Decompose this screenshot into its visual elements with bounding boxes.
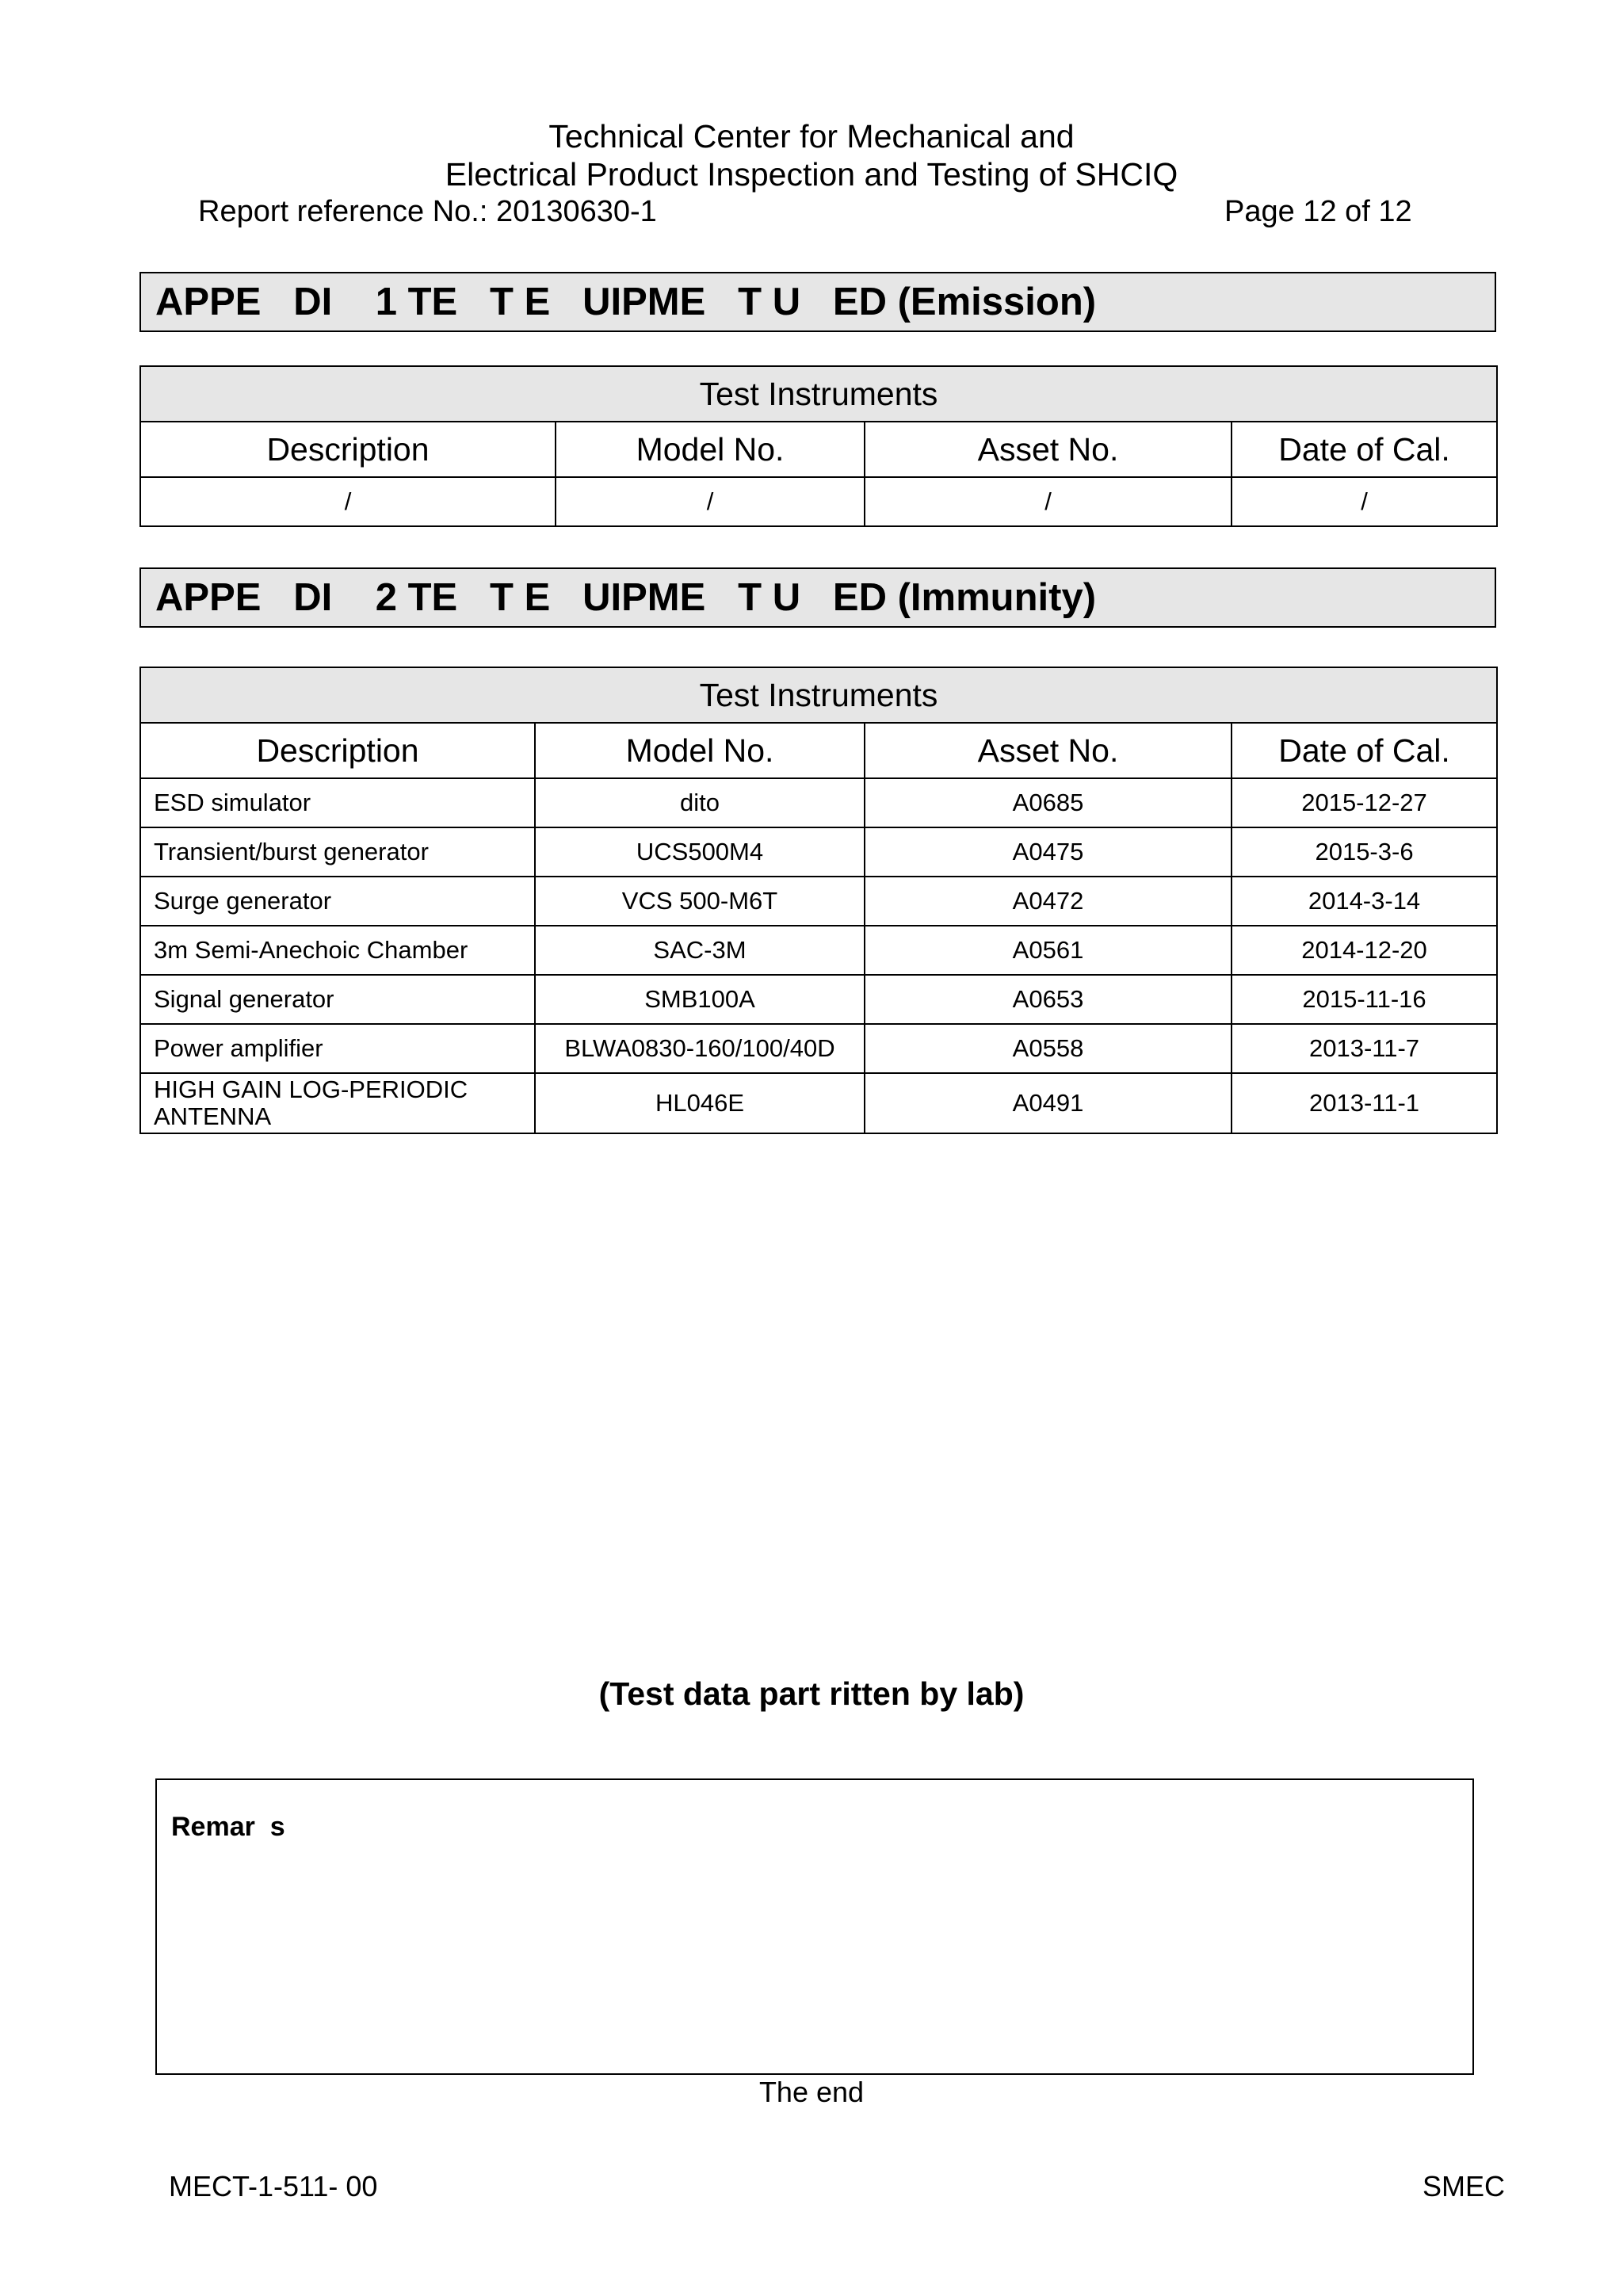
table-title: Test Instruments [140, 366, 1497, 422]
table-row [140, 926, 1497, 975]
cell-date: 2013-11-1 [1232, 1073, 1497, 1133]
cell-model: UCS500M4 [535, 827, 865, 877]
cell-asset: A0475 [865, 827, 1232, 877]
cell-description: 3m Semi-Anechoic Chamber [140, 926, 535, 975]
the-end-text: The end [758, 2076, 865, 2108]
cell-model: dito [535, 778, 865, 827]
cell-model: SAC-3M [535, 926, 865, 975]
immunity-instruments-table [139, 667, 1498, 1134]
column-header-description: Description [140, 723, 535, 778]
table-row [140, 975, 1497, 1024]
cell-date: / [1232, 477, 1497, 526]
emission-instruments-table [139, 365, 1498, 527]
footer-org-code: SMEC [1423, 2170, 1506, 2202]
cell-description: Power amplifier [140, 1024, 535, 1073]
cell-date: 2015-3-6 [1232, 827, 1497, 877]
page-number: Page 12 of 12 [1224, 195, 1412, 228]
column-header-date: Date of Cal. [1232, 723, 1497, 778]
cell-description: HIGH GAIN LOG-PERIODIC ANTENNA [140, 1073, 535, 1133]
column-header-model: Model No. [556, 422, 865, 477]
column-header-model: Model No. [535, 723, 865, 778]
table-row [140, 1024, 1497, 1073]
table-title: Test Instruments [140, 667, 1497, 723]
cell-date: 2013-11-7 [1232, 1024, 1497, 1073]
cell-description: Transient/burst generator [140, 827, 535, 877]
cell-description: ESD simulator [140, 778, 535, 827]
footer-form-number: MECT-1-511- 00 [169, 2170, 378, 2202]
test-data-note: (Test data part ritten by lab) [598, 1675, 1025, 1712]
table-row [140, 477, 1497, 526]
cell-asset: A0558 [865, 1024, 1232, 1073]
cell-date: 2014-3-14 [1232, 877, 1497, 926]
cell-asset: / [865, 477, 1232, 526]
column-header-date: Date of Cal. [1232, 422, 1497, 477]
cell-model: BLWA0830-160/100/40D [535, 1024, 865, 1073]
cell-model: / [556, 477, 865, 526]
table-row [140, 1073, 1497, 1133]
cell-description: Surge generator [140, 877, 535, 926]
org-name-line1: Technical Center for Mechanical and [548, 118, 1075, 155]
column-header-asset: Asset No. [865, 422, 1232, 477]
cell-model: VCS 500-M6T [535, 877, 865, 926]
cell-asset: A0472 [865, 877, 1232, 926]
org-name-line2: Electrical Product Inspection and Testing of SHCIQ [445, 156, 1178, 193]
remarks-label: Remar s [171, 1812, 285, 1842]
cell-date: 2015-11-16 [1232, 975, 1497, 1024]
report-reference: Report reference No.: 20130630-1 [198, 195, 657, 228]
cell-date: 2014-12-20 [1232, 926, 1497, 975]
cell-asset: A0685 [865, 778, 1232, 827]
appendix2-heading: APPE DI 2 TE T E UIPME T U ED (Immunity) [139, 567, 1496, 628]
table-row [140, 827, 1497, 877]
cell-description: Signal generator [140, 975, 535, 1024]
cell-model: SMB100A [535, 975, 865, 1024]
appendix1-heading: APPE DI 1 TE T E UIPME T U ED (Emission) [139, 272, 1496, 332]
cell-model: HL046E [535, 1073, 865, 1133]
remarks-box [155, 1778, 1474, 2075]
table-row [140, 877, 1497, 926]
column-header-description: Description [140, 422, 556, 477]
cell-date: 2015-12-27 [1232, 778, 1497, 827]
table-row [140, 778, 1497, 827]
cell-asset: A0491 [865, 1073, 1232, 1133]
column-header-asset: Asset No. [865, 723, 1232, 778]
cell-description: / [140, 477, 556, 526]
cell-asset: A0653 [865, 975, 1232, 1024]
cell-asset: A0561 [865, 926, 1232, 975]
